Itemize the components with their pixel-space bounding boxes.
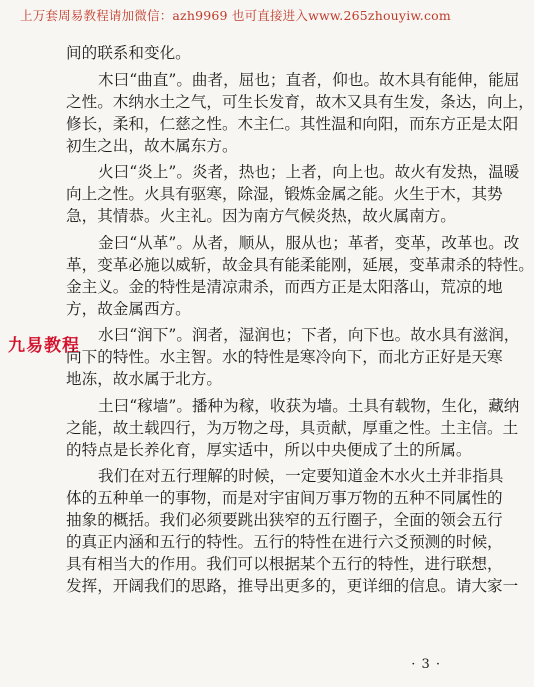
text-line: 抽象的概括。我们必须要跳出狭窄的五行圈子，全面的领会五行 bbox=[66, 511, 503, 529]
paragraph bbox=[66, 324, 520, 390]
text-line: 金主义。金的特性是清凉肃杀，而西方正是太阳落山，荒凉的地 bbox=[66, 277, 503, 296]
text-line: 的真正内涵和五行的特性。五行的特性在进行六爻预测的时候， bbox=[66, 533, 503, 551]
text-line: 土曰“稼墙”。播种为稼，收获为墙。土具有载物，生化，藏纳 bbox=[98, 396, 520, 415]
paragraph bbox=[66, 42, 444, 64]
text-line: 初生之出，故木属东方。 bbox=[66, 136, 238, 155]
text-line: 方，故金属西方。 bbox=[66, 299, 191, 318]
text-line: 间的联系和变化。 bbox=[66, 44, 191, 62]
paragraph bbox=[66, 395, 520, 461]
text-line: 体的五种单一的事物，而是对宇宙间万事万物的五种不同属性的 bbox=[66, 489, 503, 507]
text-line: 我们在对五行理解的时候，一定要知道金木水火土并非指具 bbox=[98, 467, 504, 485]
text-line: 木曰“曲直”。曲者，屈也；直者，仰也。故木具有能伸，能屈 bbox=[98, 70, 520, 89]
paragraph bbox=[66, 161, 520, 227]
text-line: 向下的特性。水主智。水的特性是寒冷向下，而北方正好是天寒 bbox=[66, 348, 503, 366]
paragraph bbox=[66, 232, 534, 320]
page-number: · 3 · bbox=[411, 657, 441, 672]
text-line: 地冻，故水属于北方。 bbox=[66, 370, 222, 388]
text-line: 具有相当大的作用。我们可以根据某个五行的特性，进行联想， bbox=[66, 555, 503, 573]
site-logo: 九易教程 bbox=[8, 336, 80, 356]
text-line: 向上之性。火具有驱寒，除湿，锻炼金属之能。火生于木，其势 bbox=[66, 185, 503, 203]
watermark-banner: 上万套周易教程请加微信：azh9969 也可直接进入www.265zhouyiw.com bbox=[20, 8, 451, 23]
text-line: 之性。木纳水土之气，可生长发育，故木又具有生发，条达，向上， bbox=[66, 92, 534, 111]
text-line: 发挥，开阔我们的思路，推导出更多的，更详细的信息。请大家一 bbox=[66, 577, 519, 595]
paragraph bbox=[66, 465, 519, 597]
text-line: 金曰“从革”。从者，顺从，服从也；革者，变革，改革也。改 bbox=[98, 233, 520, 252]
text-line: 革，变革必施以威斩，故金具有能柔能刚，延展，变革肃杀的特性。 bbox=[66, 255, 534, 274]
paragraph bbox=[66, 69, 534, 157]
text-line: 水曰“润下”。润者，湿润也；下者，向下也。故水具有滋润， bbox=[98, 326, 520, 344]
text-line: 修长，柔和，仁慈之性。木主仁。其性温和向阳，而东方正是太阳 bbox=[66, 114, 519, 133]
text-line: 火曰“炎上”。炎者，热也；上者，向上也。故火有发热，温暖 bbox=[98, 163, 520, 181]
text-line: 急，其情恭。火主礼。因为南方气候炎热，故火属南方。 bbox=[66, 207, 456, 225]
text-line: 之能，故土载四行，为万物之母，具贡献，厚重之性。土主信。土 bbox=[66, 418, 519, 437]
book-page-body bbox=[66, 42, 534, 602]
text-line: 的特点是长养化育，厚实适中，所以中央便成了土的所属。 bbox=[66, 440, 472, 459]
